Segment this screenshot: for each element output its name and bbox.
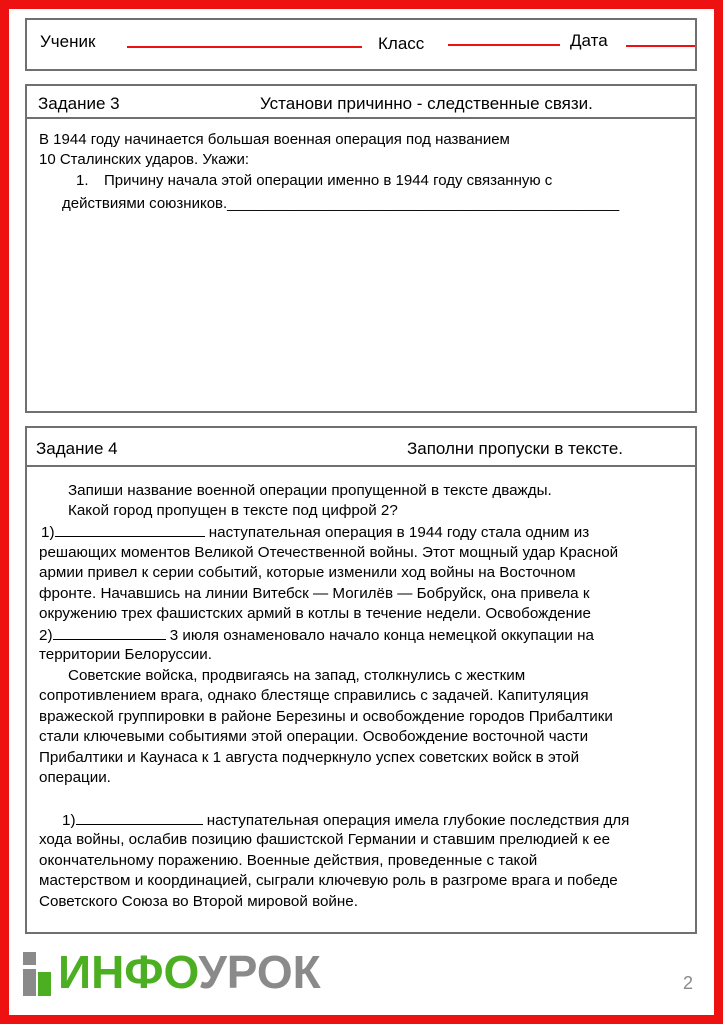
task4-title: Задание 4 bbox=[36, 439, 118, 458]
task4-p2-line: Прибалтики и Каунаса к 1 августа подчеркнуло успех советских войск в этой bbox=[39, 749, 580, 766]
task4-p2-line: сопротивлением врага, однако блестяще справились с задачей. Капитуляция bbox=[39, 687, 589, 704]
task4-p1-line: решающих моментов Великой Отечественной войны. Этот мощный удар Красной bbox=[39, 544, 619, 561]
class-label: Класс bbox=[378, 34, 425, 53]
logo-part-1: ИНФО bbox=[58, 946, 199, 998]
task3-line-2: 10 Сталинских ударов. Укажи: bbox=[39, 151, 250, 168]
task4-p2-line: операции. bbox=[39, 769, 111, 786]
task4-p1-last-line: территории Белоруссии. bbox=[39, 646, 212, 663]
task3-item-number: 1. bbox=[76, 172, 89, 189]
logo-part-2: УРОК bbox=[198, 946, 321, 998]
class-line[interactable] bbox=[448, 44, 560, 46]
task3-title: Задание 3 bbox=[38, 94, 120, 113]
task3-item-line-2[interactable]: действиями союзников._______________________________________________ bbox=[62, 195, 620, 212]
task3-line-1: В 1944 году начинается большая военная операция под названием bbox=[39, 131, 510, 148]
task3-separator bbox=[27, 117, 695, 119]
page-number: 2 bbox=[683, 973, 694, 993]
task4-p1-city-line: 2) 3 июля ознаменовало начало конца немецкой оккупации на bbox=[39, 627, 594, 644]
task4-p2-line: стали ключевыми событиями этой операции. Освобождение восточной части bbox=[39, 728, 589, 745]
task4-question-1: Запиши название военной операции пропущенной в тексте дважды. bbox=[68, 482, 552, 499]
task4-question-2: Какой город пропущен в тексте под цифрой 2? bbox=[68, 502, 398, 519]
date-label: Дата bbox=[570, 31, 608, 50]
task4-p3-line: мастерством и координацией, сыграли ключевую роль в разгроме врага и победе bbox=[39, 872, 618, 889]
student-name-line[interactable] bbox=[127, 46, 362, 48]
task4-p1-line: фронте. Начавшись на линии Витебск — Могилёв — Бобруйск, она привела к bbox=[39, 585, 590, 602]
task4-p1-line: армии привел к серии событий, которые изменили ход войны на Восточном bbox=[39, 564, 576, 581]
task4-instruction: Заполни пропуски в тексте. bbox=[407, 439, 624, 458]
task4-p1-first-line: 1) наступательная операция в 1944 году стала одним из bbox=[41, 524, 590, 541]
blank-marker: 1) bbox=[41, 524, 55, 541]
task4-p1-line: окружению трех фашистских армий в котлы в течение недели. Освобождение bbox=[39, 605, 591, 622]
logo-mark-icon bbox=[20, 950, 54, 998]
task4-p3-first-line: 1) наступательная операция имела глубокие последствия для bbox=[62, 812, 630, 829]
date-line[interactable] bbox=[626, 45, 695, 47]
blank-city-name[interactable] bbox=[53, 625, 166, 640]
student-label: Ученик bbox=[40, 32, 96, 51]
task4-p2-line: вражеской группировки в районе Березины и освобождение городов Прибалтики bbox=[39, 708, 613, 725]
task4-separator bbox=[27, 465, 695, 467]
blank-marker: 2) bbox=[39, 627, 53, 644]
blank-operation-name-2[interactable] bbox=[76, 810, 203, 825]
logo-wordmark bbox=[58, 945, 321, 999]
task4-p3-line: хода войны, ослабив позицию фашистской Германии и ставшим прелюдией к ее bbox=[39, 831, 611, 848]
task4-p3-line: Советского Союза во Второй мировой войне. bbox=[39, 893, 358, 910]
task3-item-line-1: Причину начала этой операции именно в 1944 году связанную с bbox=[104, 172, 553, 189]
blank-operation-name-1[interactable] bbox=[55, 522, 205, 537]
task4-p2-line: Советские войска, продвигаясь на запад, столкнулись с жестким bbox=[68, 667, 526, 684]
task3-instruction: Установи причинно - следственные связи. bbox=[260, 94, 593, 113]
blank-marker: 1) bbox=[62, 812, 76, 829]
task4-p3-line: окончательному поражению. Военные действия, проведенные с такой bbox=[39, 852, 538, 869]
